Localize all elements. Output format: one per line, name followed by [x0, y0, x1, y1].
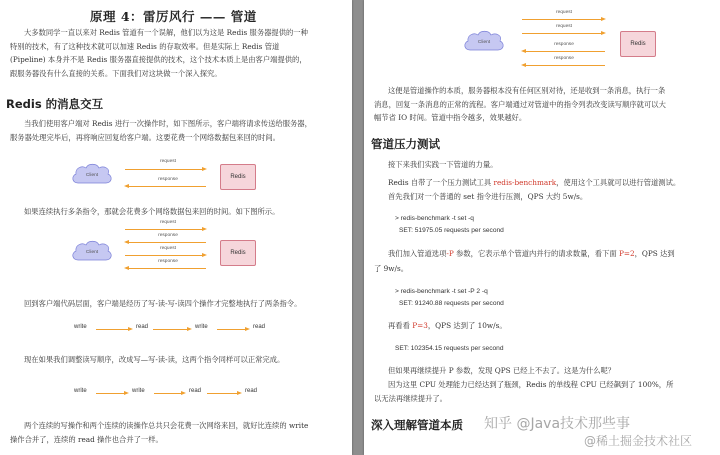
code-block: SET: 102354.15 requests per second [395, 345, 504, 352]
response-arrow [525, 51, 605, 52]
tool-name-highlight: redis-benchmark [493, 178, 557, 187]
multi-request-diagram [70, 220, 260, 280]
paragraph-line: 以无法再继续提升了。 [374, 393, 447, 403]
arrow-head [202, 167, 207, 171]
response-arrow [128, 268, 206, 269]
paragraph: 了 9w/s。 [374, 264, 409, 273]
arrow-head [124, 391, 129, 395]
rw-sequence-1 [70, 323, 270, 335]
arrow-head [187, 327, 192, 331]
arrow-head [128, 327, 133, 331]
code-line: > redis-benchmark -t set -q [395, 215, 474, 222]
paragraph [374, 378, 714, 405]
client-label: Client [85, 173, 99, 178]
paragraph [388, 176, 713, 190]
redis-server-box: Redis [220, 164, 256, 190]
arrow-head [202, 227, 207, 231]
paragraph: 但如果再继续提升 P 参数，发现 QPS 已经上不去了。这是为什么呢？ [388, 366, 616, 375]
chapter-title: 原理 4：雷厉风行 —— 管道 [90, 9, 257, 24]
paragraph-line: 两个连续的写操作和两个连续的读操作总共只会花费一次网络来回，就好比连续的 write [24, 421, 309, 430]
client-label: Client [477, 40, 491, 45]
arrow-head [124, 240, 129, 244]
request-label: request [556, 10, 572, 15]
seq-op: write [195, 324, 208, 330]
paragraph-line: 因为这里 CPU 处理能力已经达到了瓶颈，Redis 的单线程 CPU 已经飙到了 100%，所 [388, 380, 674, 389]
paragraph-line: 当我们使用客户端对 Redis 进行一次操作时，如下图所示，客户端将请求传送给服务器， [24, 119, 312, 128]
redis-server-box: Redis [220, 240, 256, 266]
code-block [395, 286, 504, 309]
section-heading-pipeline-essence: 深入理解管道本质 [371, 418, 463, 432]
arrow-head [181, 391, 186, 395]
text: Redis 自带了一个压力测试工具 [388, 178, 494, 187]
paragraph-line: 消息，回复一条消息的正常的流程。客户端通过对管道中的指令列表改变读写顺序就可以大 [374, 99, 666, 109]
text: 再看看 [388, 321, 413, 330]
value-highlight: P=3 [412, 321, 428, 330]
request-arrow [522, 19, 602, 20]
single-request-diagram [70, 158, 260, 192]
response-label: response [158, 259, 178, 264]
seq-arrow [207, 393, 238, 394]
intro-line: 大多数同学一直以来对 Redis 管道有一个误解，他们以为这是 Redis 服务器提供的一种 [24, 28, 308, 37]
right-page [364, 0, 720, 455]
response-label: response [158, 233, 178, 238]
request-label: request [556, 24, 572, 29]
text: 我们加入管道选项 [388, 249, 447, 258]
response-label: response [158, 177, 178, 182]
code-block [395, 213, 504, 236]
seq-arrow [153, 329, 188, 330]
paragraph-line: 服务器处理完毕后，再将响应回复给客户端。这要花费一个网络数据包来回的时间。 [10, 132, 280, 142]
paragraph [10, 117, 345, 144]
seq-op: write [74, 324, 87, 330]
seq-arrow [217, 329, 246, 330]
option-highlight: -P [446, 249, 454, 258]
code-line: > redis-benchmark -t set -P 2 -q [395, 288, 488, 295]
paragraph [374, 84, 714, 125]
rw-sequence-2 [70, 387, 270, 399]
paragraph: 如果连续执行多条指令，那就会花费多个网络数据包来回的时间。如下图所示。 [24, 207, 280, 216]
seq-arrow [154, 393, 182, 394]
response-label: response [554, 56, 574, 61]
value-highlight: P=2 [618, 249, 635, 258]
seq-arrow [96, 329, 129, 330]
juejin-watermark: @稀土掘金技术社区 [584, 434, 693, 448]
intro-line: 特别的技术，有了这种技术就可以加速 Redis 的存取效率。但是实际上 Redis 管道 [10, 41, 280, 51]
paragraph-line: 这便是管道操作的本质，服务器根本没有任何区别对待，还是收到一条消息，执行一条 [388, 86, 666, 95]
seq-op: read [189, 388, 202, 394]
intro-line: (Pipeline) 本身并不是 Redis 服务器直接提供的技术，这个技术本质上是由客户端提供的， [10, 55, 307, 65]
response-arrow [128, 242, 206, 243]
request-label: request [160, 220, 176, 225]
seq-op: read [136, 324, 149, 330]
request-arrow [125, 169, 203, 170]
seq-op: read [245, 388, 258, 394]
redis-server-box: Redis [620, 31, 656, 57]
response-arrow [128, 186, 206, 187]
text: ，QPS 达到 [634, 249, 675, 258]
paragraph [388, 319, 714, 333]
request-label: request [160, 159, 176, 164]
intro-paragraph [10, 26, 345, 80]
request-arrow [125, 255, 203, 256]
zhihu-watermark: 知乎 @Java技术那些事 [484, 416, 631, 432]
seq-op: write [74, 388, 87, 394]
response-arrow [525, 65, 605, 66]
client-label: Client [85, 250, 99, 255]
paragraph-line: 操作合并了，连续的 read 操作也合并了一样。 [10, 434, 163, 444]
paragraph: 首先我们对一个普通的 set 指令进行压测，QPS 大约 5w/s。 [388, 192, 588, 201]
paragraph [10, 419, 345, 446]
arrow-head [124, 266, 129, 270]
section-heading-message-exchange: Redis 的消息交互 [6, 97, 104, 111]
code-line: SET: 51975.05 requests per second [399, 226, 504, 234]
paragraph-line: 幅节省 IO 时间。管道中指令越多，效果越好。 [374, 113, 527, 123]
text: ，使用这个工具就可以进行管道测试。 [556, 178, 681, 187]
arrow-head [521, 49, 526, 53]
code-line: SET: 91240.88 requests per second [399, 299, 504, 307]
arrow-head [245, 327, 250, 331]
seq-op: write [132, 388, 145, 394]
pipeline-diagram [462, 8, 662, 72]
arrow-head [237, 391, 242, 395]
seq-op: read [253, 324, 266, 330]
seq-arrow [96, 393, 125, 394]
arrow-head [202, 253, 207, 257]
paragraph: 现在如果我们调整读写顺序，改成写—写-读-读，这两个指令同样可以正常完成。 [24, 355, 285, 364]
response-label: response [554, 42, 574, 47]
arrow-head [124, 184, 129, 188]
paragraph [388, 247, 714, 261]
left-page [0, 0, 352, 455]
intro-line: 跟服务器没有什么直接的关系。下面我们对这块做一个深入探究。 [10, 68, 222, 78]
request-arrow [125, 229, 203, 230]
request-arrow [522, 33, 602, 34]
arrow-head [601, 31, 606, 35]
arrow-head [601, 17, 606, 21]
request-label: request [160, 246, 176, 251]
paragraph: 接下来我们实践一下管道的力量。 [388, 160, 498, 169]
text: 参数，它表示单个管道内并行的请求数量，看下面 [453, 249, 619, 258]
text: ，QPS 达到了 10w/s。 [427, 321, 507, 330]
arrow-head [521, 63, 526, 67]
paragraph: 回到客户端代码层面，客户端是经历了写-读-写-读四个操作才完整地执行了两条指令。 [24, 299, 302, 308]
section-heading-pipeline-benchmark: 管道压力测试 [371, 137, 440, 151]
